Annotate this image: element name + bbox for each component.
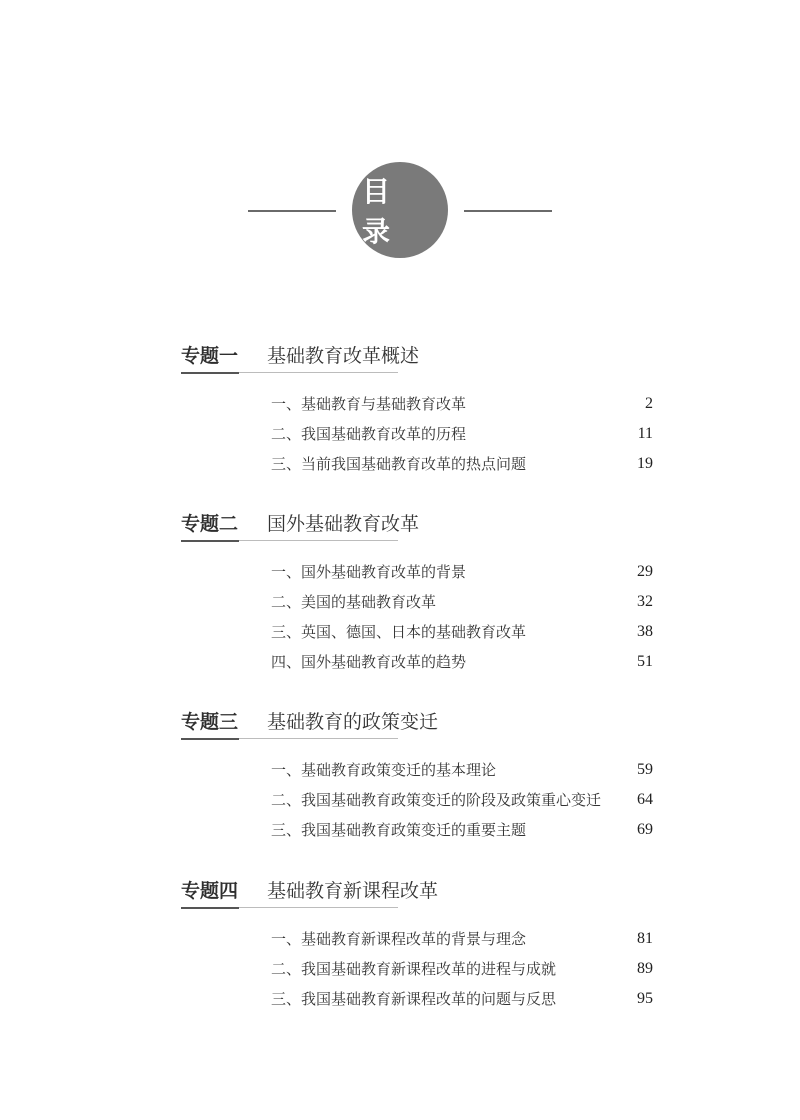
toc-entry[interactable]	[271, 423, 653, 445]
entry-page: 89	[637, 960, 653, 977]
toc-title-badge	[352, 162, 448, 258]
entry-page: 51	[637, 653, 653, 670]
topic-title: 基础教育的政策变迁	[267, 711, 439, 733]
topic-title: 基础教育改革概述	[267, 345, 420, 367]
entry-page: 19	[637, 455, 653, 472]
topic-underline-dark	[181, 738, 239, 740]
header-rule-left	[248, 210, 336, 212]
toc-entry[interactable]	[271, 819, 653, 841]
topic-label: 专题二	[181, 513, 239, 535]
toc-entry[interactable]	[271, 789, 653, 811]
topic-underline-dark	[181, 372, 239, 374]
topic-underline-light	[239, 372, 398, 373]
entry-title: 二、我国基础教育新课程改革的进程与成就	[271, 960, 557, 978]
entry-title: 二、我国基础教育政策变迁的阶段及政策重心变迁	[271, 791, 602, 809]
toc-title: 目 录	[362, 175, 401, 248]
entry-page: 2	[645, 395, 653, 412]
entry-title: 一、基础教育政策变迁的基本理论	[271, 761, 497, 779]
toc-entry[interactable]	[271, 591, 653, 613]
topic-label: 专题四	[181, 880, 239, 902]
topic-underline-light	[239, 738, 398, 739]
entry-title: 二、美国的基础教育改革	[271, 593, 437, 611]
toc-entry[interactable]	[271, 561, 653, 583]
entry-title: 三、英国、德国、日本的基础教育改革	[271, 623, 527, 641]
topic-underline-light	[239, 907, 398, 908]
entry-title: 二、我国基础教育改革的历程	[271, 425, 467, 443]
toc-header	[0, 160, 800, 260]
topic-underline-dark	[181, 907, 239, 909]
toc-entry[interactable]	[271, 453, 653, 475]
entry-title: 一、基础教育与基础教育改革	[271, 395, 467, 413]
toc-entry[interactable]	[271, 988, 653, 1010]
topic-label: 专题一	[181, 345, 239, 367]
entry-page: 81	[637, 930, 653, 947]
toc-entry[interactable]	[271, 958, 653, 980]
entry-page: 32	[637, 593, 653, 610]
entry-title: 四、国外基础教育改革的趋势	[271, 653, 467, 671]
topic-underline-light	[239, 540, 398, 541]
topic-title: 国外基础教育改革	[267, 513, 420, 535]
entry-page: 38	[637, 623, 653, 640]
entry-page: 64	[637, 791, 653, 808]
entry-page: 69	[637, 821, 653, 838]
topic-title: 基础教育新课程改革	[267, 880, 439, 902]
topic-heading	[181, 512, 420, 542]
topic-heading	[181, 344, 420, 374]
entry-title: 三、当前我国基础教育改革的热点问题	[271, 455, 527, 473]
entry-page: 59	[637, 761, 653, 778]
header-rule-right	[464, 210, 552, 212]
entry-page: 95	[637, 990, 653, 1007]
entry-page: 29	[637, 563, 653, 580]
toc-entry[interactable]	[271, 651, 653, 673]
topic-underline-dark	[181, 540, 239, 542]
toc-entry[interactable]	[271, 621, 653, 643]
toc-entry[interactable]	[271, 759, 653, 781]
topic-label: 专题三	[181, 711, 239, 733]
toc-entry[interactable]	[271, 928, 653, 950]
entry-title: 一、国外基础教育改革的背景	[271, 563, 467, 581]
toc-entry[interactable]	[271, 393, 653, 415]
entry-title: 三、我国基础教育新课程改革的问题与反思	[271, 990, 557, 1008]
entry-title: 一、基础教育新课程改革的背景与理念	[271, 930, 527, 948]
topic-heading	[181, 710, 439, 740]
entry-title: 三、我国基础教育政策变迁的重要主题	[271, 821, 527, 839]
topic-heading	[181, 879, 439, 909]
entry-page: 11	[637, 425, 653, 442]
